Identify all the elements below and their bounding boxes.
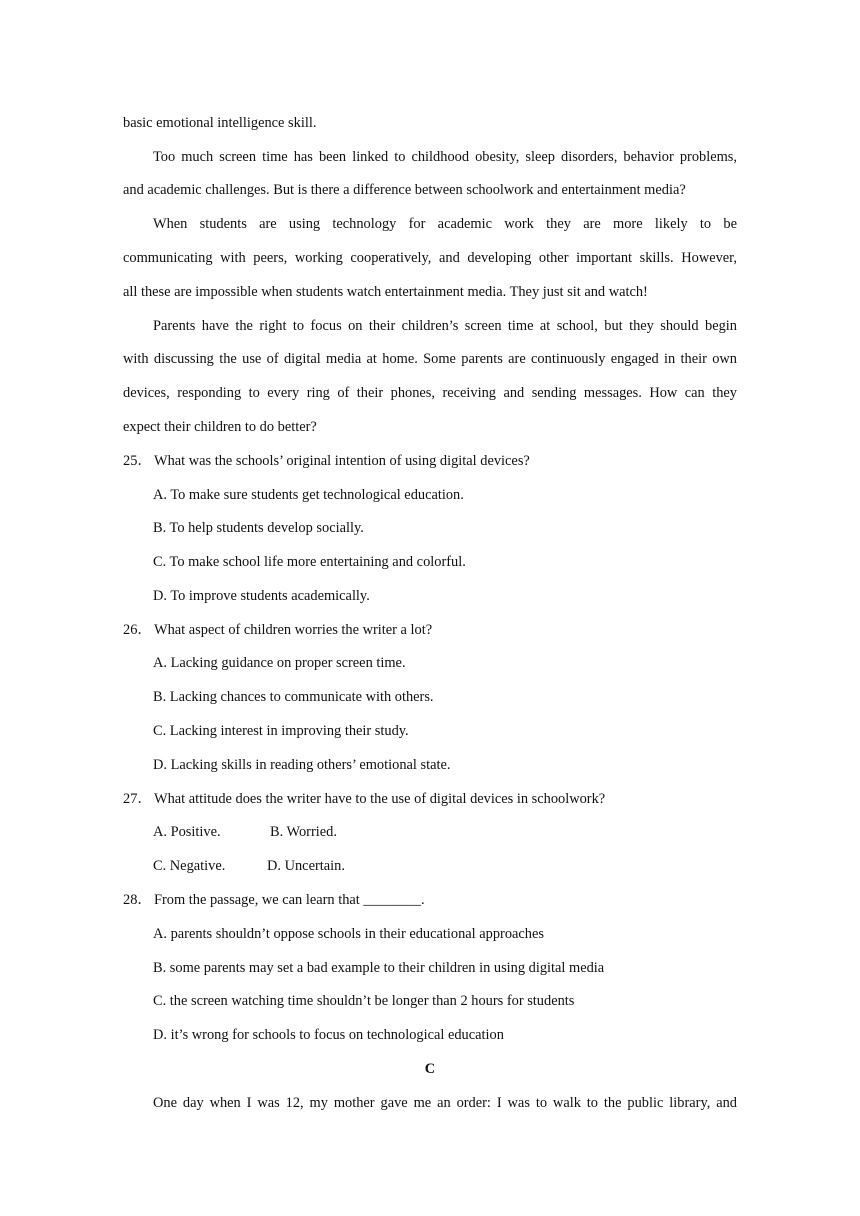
question-26-option-b: B. Lacking chances to communicate with others. xyxy=(153,689,434,705)
question-25-option-d: D. To improve students academically. xyxy=(153,588,370,604)
passage-line: all these are impossible when students watch entertainment media. They just sit and watch! xyxy=(123,284,648,300)
question-28-option-d: D. it’s wrong for schools to focus on technological education xyxy=(153,1027,504,1043)
question-26-stem xyxy=(123,621,737,639)
question-text: What attitude does the writer have to the use of digital devices in schoolwork? xyxy=(154,791,606,807)
question-25-stem xyxy=(123,452,737,470)
passage-line: basic emotional intelligence skill. xyxy=(123,115,317,131)
question-27-option-b: B. Worried. xyxy=(270,824,337,840)
question-25-option-c: C. To make school life more entertaining and colorful. xyxy=(153,554,466,570)
passage-line: When students are using technology for academic work they are more likely to be xyxy=(153,216,737,232)
question-25-option-b: B. To help students develop socially. xyxy=(153,520,364,536)
question-27-option-d: D. Uncertain. xyxy=(267,858,345,874)
question-26-option-d: D. Lacking skills in reading others’ emotional state. xyxy=(153,757,451,773)
question-28-option-a: A. parents shouldn’t oppose schools in their educational approaches xyxy=(153,926,544,942)
passage-line: and academic challenges. But is there a difference between schoolwork and entertainment media? xyxy=(123,182,686,198)
passage-line: One day when I was 12, my mother gave me an order: I was to walk to the public library, and xyxy=(153,1095,737,1111)
passage-line: with discussing the use of digital media at home. Some parents are continuously engaged in their own xyxy=(123,351,737,367)
passage-line: communicating with peers, working cooperatively, and developing other important skills. However, xyxy=(123,250,737,266)
question-27-option-a: A. Positive. xyxy=(153,824,221,840)
passage-line: Parents have the right to focus on their children’s screen time at school, but they should begin xyxy=(153,318,737,334)
question-28-option-c: C. the screen watching time shouldn’t be longer than 2 hours for students xyxy=(153,993,575,1009)
question-28-stem xyxy=(123,891,737,909)
question-number: 27． xyxy=(123,791,152,807)
question-number: 26． xyxy=(123,622,152,638)
question-text: From the passage, we can learn that ________. xyxy=(154,892,425,908)
passage-line: expect their children to do better? xyxy=(123,419,317,435)
passage-line: devices, responding to every ring of their phones, receiving and sending messages. How can they xyxy=(123,385,737,401)
passage-line: Too much screen time has been linked to childhood obesity, sleep disorders, behavior problems, xyxy=(153,149,737,165)
question-text: What was the schools’ original intention of using digital devices? xyxy=(154,453,530,469)
question-28-option-b: B. some parents may set a bad example to their children in using digital media xyxy=(153,960,605,976)
question-26-option-c: C. Lacking interest in improving their study. xyxy=(153,723,409,739)
question-25-option-a: A. To make sure students get technological education. xyxy=(153,487,464,503)
question-number: 25． xyxy=(123,453,152,469)
question-26-option-a: A. Lacking guidance on proper screen time. xyxy=(153,655,406,671)
question-27-option-c: C. Negative. xyxy=(153,858,226,874)
section-heading: C xyxy=(424,1061,436,1077)
question-number: 28． xyxy=(123,892,152,908)
question-text: What aspect of children worries the writer a lot? xyxy=(154,622,433,638)
question-27-stem xyxy=(123,790,737,808)
